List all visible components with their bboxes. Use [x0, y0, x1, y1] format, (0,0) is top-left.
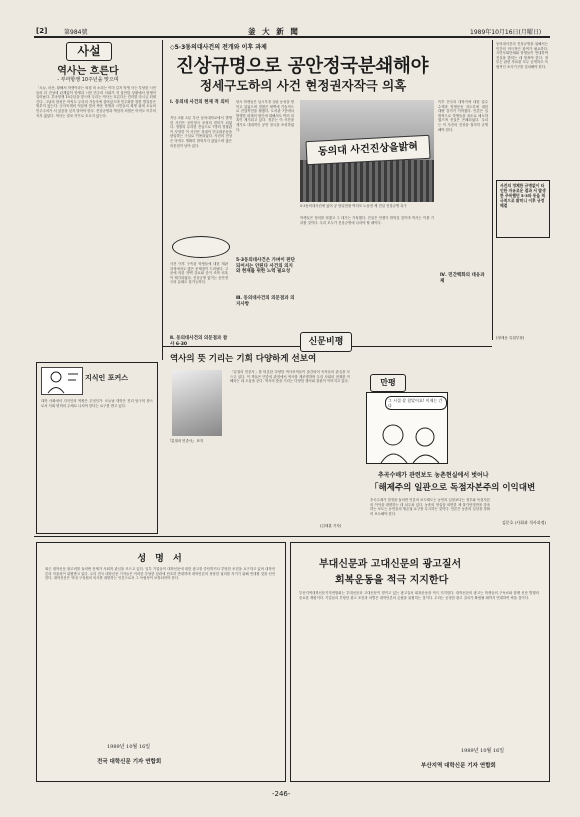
speech-bubble: 그 시절 잘 참았어요! 이제는 간다 — [385, 396, 447, 410]
statement-box — [36, 542, 286, 782]
support-body: 부산지역대학신문기자연합회는 부대신문과 고대신문이 벌이고 있는 광고질서 회복운동을 적극 지지한다. 대학신문의 광고는 학생들의 구독료와 함께 신문 발행의 중요한 재원이다. 기업들의 부당한 광고 조건과 차별은 대학언론의 존립을 위협하는 것이다. 우리는 공정한 광고 질서가 확립될 때까지 연대하여 싸울 것이다. — [299, 591, 539, 600]
statement-title: 성 명 서 — [137, 554, 185, 564]
lower-rule — [34, 536, 550, 537]
crowd-shading — [300, 160, 434, 202]
cartoon-box-title: 지식인 포커스 — [85, 374, 129, 382]
book-cover-caption: 『분열의 민중사』 표지 — [168, 439, 204, 443]
main-col-1: 지난 5월 3일 부산 동의대학교에서 발생한 사건은 공안정국 조성의 빌미가 되었다. 경찰의 무리한 진압으로 7명의 경찰관이 사망한 이 사건은 정권이 민주화운동을 탄압하는 구실로 이용되었다. 사건의 진상은 아직도 명확히 밝혀지지 않았으며 많은 의문점이 남아 있다. — [170, 116, 232, 148]
main-col-4: 사건 이후 구속된 학생들에 대한 재판 과정에서도 많은 문제점이 드러났다. 고문에 의한 자백 강요와 증거 조작 의혹이 제기되었다. 진상규명 없이는 공안정국의 분쇄도 불가능하다. — [170, 262, 228, 285]
editorial-subtitle: - 부마항쟁 10주년을 맞으며 — [57, 77, 119, 83]
issue-number: 第984號 — [64, 29, 88, 36]
support-headline-2: 회복운동을 적극 지지한다 — [335, 575, 449, 586]
support-date: 1989년 10월 16일 — [461, 748, 505, 754]
sinmun-headline: 「해제주의 일관으로 독점자본주의 이익대변 — [370, 483, 536, 493]
statement-body: 최근 대학신문 광고비를 둘러싼 문제가 사회적 관심을 모으고 있다. 일부 기업들이 대학신문에 대한 광고를 중단하거나 부당한 조건을 요구하고 있어 대학언론의 자율성이 위협받고 있다. 우리 전국 대학신문 기자들은 이러한 부당한 압력에 단호히 반대하며 대학언론의 정당한 권리를 지키기 위해 연대할 것을 선언한다. 대학신문은 학내 구성원의 의사를 대변하는 언론으로서 그 독립성이 보장되어야 한다. — [45, 567, 275, 581]
section-heading-1: Ⅰ. 동의대 사건의 현재 적 의미 — [170, 100, 230, 105]
cartoon-box — [36, 362, 158, 534]
issue-date: 1989年10月16日(月曜日) — [470, 29, 542, 36]
photo-banner: 동의대 사건진상을밝혀 — [305, 135, 430, 165]
statement-signer: 전국 대학신문 기자 연합회 — [97, 759, 162, 765]
support-headline-1: 부대신문과 고대신문의 광고질서 — [319, 559, 462, 570]
sidebar-title-box — [496, 180, 550, 238]
header-rule — [34, 36, 550, 38]
editorial-badge: 사설 — [66, 42, 112, 61]
page-number-bracket: [2] — [36, 27, 48, 35]
cartoon-panel — [366, 392, 448, 464]
sidebar-title: 사건의 정체한 규명없이 타인한 자유로운 결과 서 발생한 주목했던 5·3와 동을 적극적으로 밝히니 이후 규정 해결 — [500, 183, 546, 208]
masthead: 釜 大 新 聞 — [248, 27, 300, 36]
main-subhead: 정세구도하의 사건 현정권자작극 의혹 — [200, 78, 407, 93]
sinmun-small-headline: 추곡수매가 관련보도 농촌현실에서 벗어나 — [378, 472, 489, 479]
editorial-title: 역사는 흐른다 — [57, 66, 119, 77]
photo-caption: 5·3동의대사건에 있어 공 당일현장 여러모 노동전 제 진실 진상규명 촉구 — [300, 204, 407, 208]
cartoon-box-body: 대학 사회에서 지식인의 역할은 무엇인가. 오늘날 대학은 진리 탐구의 장으로서 사회 변혁의 주체로 나서야 한다는 요구를 받고 있다. — [41, 399, 153, 408]
section-heading-4: 5·3동의대사건은 가벼이 판단되어서는 안된다 사건의 의지와 현재를 위한 노력 필요성 — [236, 258, 295, 275]
section-heading-3: Ⅲ. 동의대사건의 의문점과 의지사항 — [236, 296, 295, 307]
book-cover-image — [172, 370, 222, 436]
protest-photo — [300, 100, 434, 202]
editorial-divider — [162, 40, 163, 360]
figure-sketch-icon — [42, 368, 82, 394]
oval-badge — [172, 236, 230, 258]
book-review-byline: (김태훈 기자) — [320, 524, 342, 528]
manpyeong-badge: 만평 — [370, 374, 406, 392]
main-col-3: 이후 전국의 대학가에 대한 압수수색과 학생운동 지도부에 대한 대량 검거가 이어졌다. 언론은 일방적으로 학생들을 폭도로 매도하였으며 진실은 은폐되었다. 우리는 이 사건의 진상을 철저히 규명해야 한다. — [438, 100, 488, 132]
main-headline: 진상규명으로 공안정국분쇄해야 — [176, 56, 429, 77]
sinmun-review-badge: 신문비평 — [300, 332, 352, 352]
sidebar-byline: (정세동 특집부장) — [496, 336, 525, 340]
main-col-2: 당시 학생들은 입시부정 규탄 농성을 벌이고 있었으며 경찰은 새벽에 기습적으로 진압작전을 펼쳤다. 도서관 7층에서 발생한 화재의 원인에 대해서도 여러 의혹이 제기되고 있다. 정부는 이 사건을 계기로 대대적인 공안 정국을 조성하였다. — [236, 100, 294, 132]
sinmun-byline: 김문호 (사회과 석사과정) — [501, 520, 547, 525]
right-divider — [492, 40, 493, 340]
editorial-body: 「오늘, 마산, 황해서 학생이라는 외침 의 소리는 이미 길지 학생 사는 부당한 시민들의 더 진상에 관계없이 학생과 시민 민주의 사회가 지 불안한 상황에서 항쟁이 일어났다. 부마항쟁 10주년을 맞으며 우리는 역사는 흐른다는 진리를 다시금 되새긴다. 그날의 함성은 아직도 우리의 가슴속에 살아있으며 민주화를 향한 발걸음은 멈추지 않는다. 군사독재의 억압에 맞서 싸운 학생과 시민들의 희생 위에 오늘의 민주주의가 서 있음을 잊지 말아야 한다. 진상규명과 책임자 처벌은 아직도 이루어지지 않았다. 역사는 결코 거꾸로 흐르지 않는다. — [36, 86, 156, 118]
footer-page-number: -246- — [272, 790, 291, 798]
section-heading-2: Ⅱ. 동의대사건의 의문점과 참사 6·30 — [170, 336, 228, 347]
main-col-5: 학생들은 정의를 외쳤고 그 대가는 가혹했다. 진실은 언젠가 밝혀질 것이며 역사는 이를 기록할 것이다. 우리 모두가 진상규명에 나서야 할 때이다. — [300, 216, 434, 225]
statement-date: 1989년 10월 16일 — [107, 744, 151, 750]
support-signer: 부산지역 대학신문 기자 연합회 — [421, 763, 496, 769]
sidebar-section: Ⅳ. 민간백화의 대응과제 — [440, 273, 485, 284]
cartoon-illustration — [41, 367, 83, 395]
support-box — [290, 542, 550, 782]
sinmun-body: 추곡수매가 결정을 둘러싼 언론의 보도태도는 농민의 입장보다는 정부와 독점자본의 이익을 대변하는 데 치우쳐 있다. 농촌의 현실을 외면한 채 물가안정만을 강조하는 보도는 농민들의 생존권 요구를 무시하는 것이다. 언론은 농촌의 실상을 정확히 보도해야 한다. — [370, 498, 490, 516]
book-review-body: 「분열의 민중사」를 비롯한 다양한 역사서적들이 출간되어 독자들의 관심을 모으고 있다. 이 책들은 민중의 관점에서 역사를 재조명하며 우리 사회의 현재를 이해하는 데 도움을 준다. 역사의 뜻을 기리는 다양한 행사와 출판이 이어지고 있다. — [230, 370, 350, 384]
sidebar-top-text: 동의대사건의 진상규명을 위해서는 민간의 적극적인 참여가 필요하다. 시민사회단체와 학생들이 연대하여 진실을 밝히는 데 힘써야 한다. 정부는 관련 자료를 모두 공개하고 독립적인 조사기구를 설치해야 한다. — [496, 42, 548, 69]
main-kicker: ◇5·3동의대사건의 전개와 이후 과제 — [170, 44, 267, 51]
book-review-headline: 역사의 뜻 기리는 기회 다양하게 선보여 — [170, 354, 317, 364]
